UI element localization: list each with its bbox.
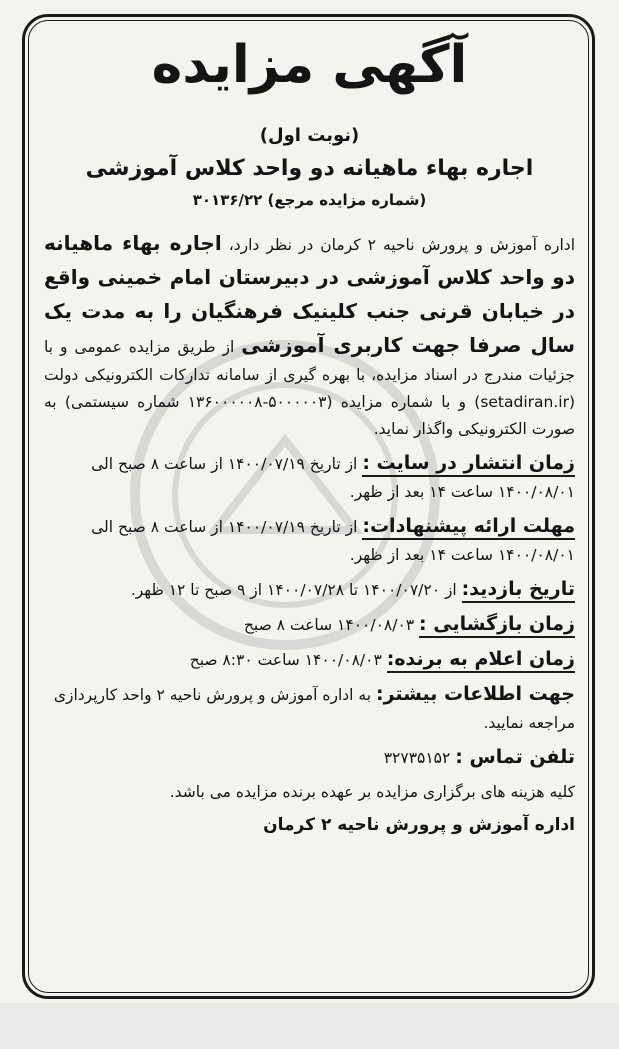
info-value: به اداره آموزش و پرورش ناحیه ۲ واحد کارپردازی مراجعه نمایید. (53, 686, 575, 732)
visit-value: از ۱۴۰۰/۰۷/۲۰ تا ۱۴۰۰/۰۷/۲۸ از ۹ صبح تا ۱۲ ظهر. (130, 581, 457, 599)
body-bold: اجاره بهاء ماهیانه دو واحد کلاس آموزشی در دبیرستان امام خمینی واقع در خیابان قرنی جنب کلینیک فرهنگیان را به مدت یک سال صرفا جهت کاربری آموزشی (44, 231, 575, 357)
winner-value: ۱۴۰۰/۰۸/۰۳ ساعت ۸:۳۰ صبح (189, 651, 382, 669)
publish-row (44, 449, 575, 506)
notice-body (44, 226, 575, 443)
offer-value: از تاریخ ۱۴۰۰/۰۷/۱۹ از ساعت ۸ صبح الی ۱۴۰۰/۰۸/۰۱ ساعت ۱۴ بعد از ظهر. (91, 518, 575, 564)
publish-value: از تاریخ ۱۴۰۰/۰۷/۱۹ از ساعت ۸ صبح الی ۱۴۰۰/۰۸/۰۱ ساعت ۱۴ بعد از ظهر. (91, 455, 575, 501)
visit-row (44, 575, 575, 604)
notice-round: (نوبت اول) (259, 125, 360, 146)
opening-value: ۱۴۰۰/۰۸/۰۳ ساعت ۸ صبح (243, 616, 415, 634)
offer-row (44, 512, 575, 569)
notice-reference: (شماره مزایده مرجع) ۳۰۱۳۶/۲۲ (192, 191, 427, 209)
page-margin (0, 1003, 619, 1049)
info-row (44, 680, 575, 737)
info-label: جهت اطلاعات بیشتر: (375, 683, 575, 705)
notice-content (44, 24, 575, 840)
notice-subtitle: اجاره بهاء ماهیانه دو واحد کلاس آموزشی (85, 156, 534, 181)
body-intro: اداره آموزش و پرورش ناحیه ۲ کرمان در نظر دارد، (228, 236, 575, 254)
costs-note: کلیه هزینه های برگزاری مزایده بر عهده برنده مزایده می باشد. (169, 783, 575, 801)
body-rest: از طریق مزایده عمومی و با جزئیات مندرج در اسناد مزایده، با بهره گیری از سامانه تدارکات الکترونیکی دولت (setadiran.ir) و با شماره مزایده (۵۰۰۰۰۰۳-۱۳۶۰۰۰۰۰۸ شماره سیستمی) به صورت الکترونیکی واگذار نماید. (44, 338, 576, 438)
opening-row (44, 610, 575, 639)
publish-label: زمان انتشار در سایت : (362, 452, 575, 477)
notice-title: آگهی مزایده (151, 35, 468, 95)
phone-label: تلفن تماس : (455, 746, 575, 768)
opening-label: زمان بازگشایی : (419, 613, 575, 638)
phone-row (44, 743, 575, 772)
offer-label: مهلت ارائه پیشنهادات: (362, 515, 575, 540)
winner-row (44, 645, 575, 674)
visit-label: تاریخ بازدید: (462, 578, 575, 603)
phone-value: ۳۲۷۳۵۱۵۲ (383, 749, 451, 767)
winner-label: زمان اعلام به برنده: (387, 648, 575, 673)
signature: اداره آموزش و پرورش ناحیه ۲ کرمان (263, 815, 575, 835)
